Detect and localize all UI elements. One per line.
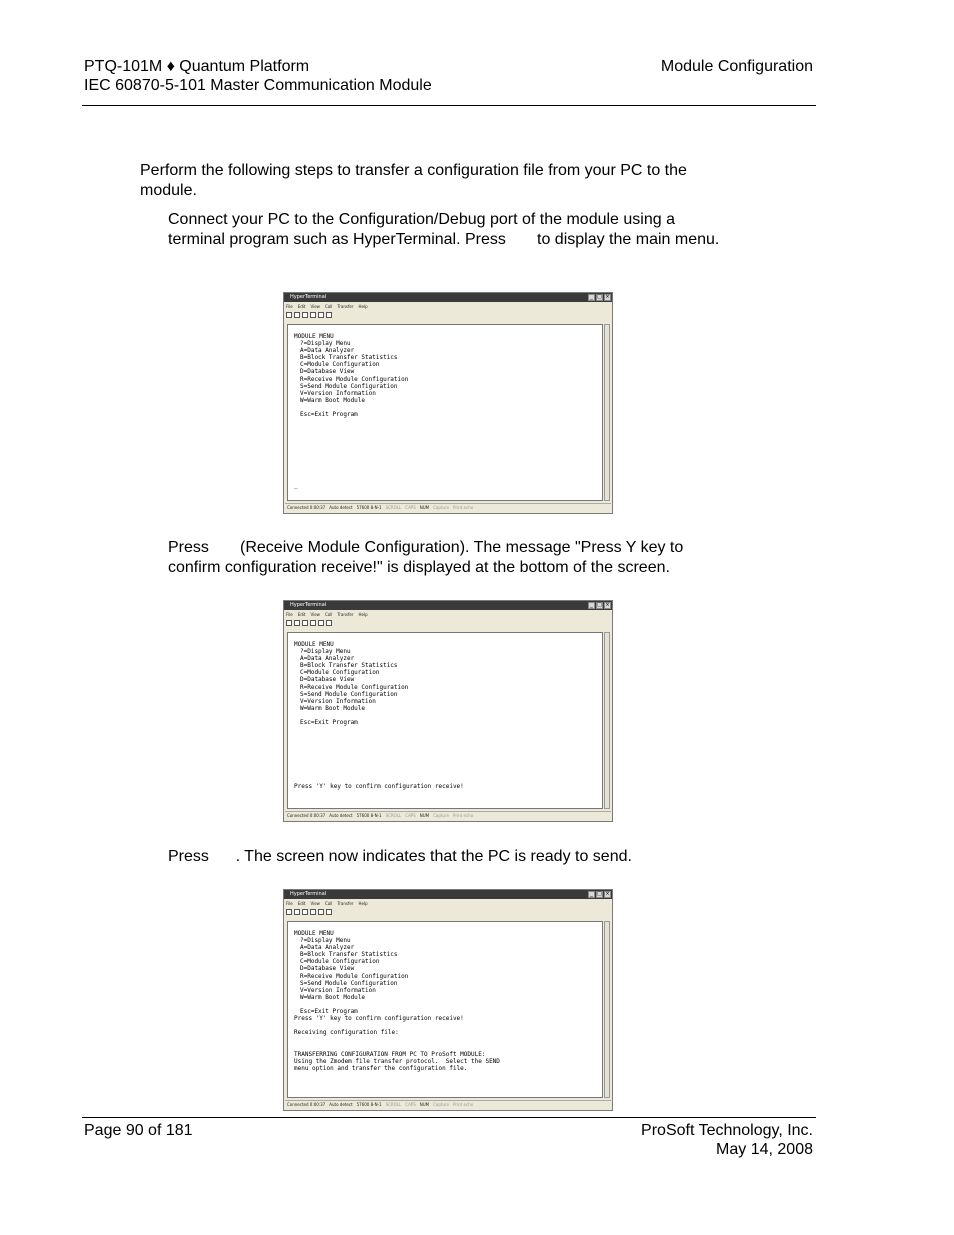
- close-icon: ×: [605, 891, 610, 897]
- status-capture: Capture: [433, 813, 450, 818]
- terminal-screenshot-2: [283, 600, 613, 822]
- status-connected: Connected 0:00:37: [287, 505, 326, 510]
- terminal-line: V=Version Information: [300, 986, 376, 994]
- intro-text: Perform the following steps to transfer a configuration file from your PC to the module.: [140, 162, 687, 199]
- terminal-exit-line: Esc=Exit Program: [300, 1008, 358, 1016]
- menu-help: Help: [358, 304, 368, 309]
- properties-icon: [326, 312, 332, 318]
- terminal-line: D=Database View: [300, 676, 355, 684]
- terminal-area: [287, 921, 603, 1098]
- close-icon: ×: [605, 294, 610, 300]
- step-1-text: Connect your PC to the Configuration/Debug port of the module using a terminal program such as HyperTerminal. Press to display the main menu.: [168, 211, 720, 248]
- window-titlebar: [284, 293, 612, 302]
- open-icon: [294, 620, 300, 626]
- window-titlebar: [284, 890, 612, 899]
- menu-transfer: Transfer: [337, 304, 354, 309]
- terminal-line: C=Module Configuration: [300, 958, 380, 966]
- terminal-line: C=Module Configuration: [300, 669, 380, 677]
- terminal-menu-title: MODULE MENU: [294, 333, 334, 340]
- minimize-icon: _: [588, 294, 595, 301]
- window-menubar: [286, 303, 368, 310]
- header-rule: [82, 105, 816, 106]
- status-port: 57600 8-N-1: [356, 813, 382, 818]
- scrollbar[interactable]: [604, 632, 610, 809]
- terminal-line: S=Send Module Configuration: [300, 979, 398, 987]
- header-module: IEC 60870-5-101 Master Communication Module: [84, 77, 432, 94]
- terminal-line: D=Database View: [300, 368, 355, 376]
- open-icon: [294, 312, 300, 318]
- status-capture: Capture: [433, 1102, 450, 1107]
- menu-view: View: [310, 304, 320, 309]
- new-icon: [286, 909, 292, 915]
- menu-transfer: Transfer: [337, 612, 354, 617]
- status-connected: Connected 0:00:37: [287, 813, 326, 818]
- window-menubar: [286, 900, 368, 907]
- header-product: PTQ-101M ♦ Quantum Platform: [84, 58, 310, 75]
- step-2-text: Press (Receive Module Configuration). The message "Press Y key to confirm configuration receive!" is displayed at the bottom of the screen.: [168, 539, 688, 576]
- menu-transfer: Transfer: [337, 901, 354, 906]
- status-detect: Auto detect: [329, 1102, 353, 1107]
- window-statusbar: [285, 811, 611, 820]
- menu-help: Help: [358, 612, 368, 617]
- menu-help: Help: [358, 901, 368, 906]
- disconnect-icon: [310, 620, 316, 626]
- terminal-line: ?=Display Menu: [300, 937, 351, 945]
- new-icon: [286, 620, 292, 626]
- status-num: NUM: [419, 505, 430, 510]
- terminal-line: D=Database View: [300, 965, 355, 973]
- send-icon: [318, 909, 324, 915]
- window-title: HyperTerminal: [290, 602, 327, 608]
- new-icon: [286, 312, 292, 318]
- menu-edit: Edit: [297, 901, 306, 906]
- menu-file: File: [286, 901, 293, 906]
- status-print-echo: Print echo: [453, 505, 474, 510]
- phone-icon: [302, 620, 308, 626]
- page-number: Page 90 of 181: [84, 1122, 193, 1139]
- window-title: HyperTerminal: [290, 891, 327, 897]
- terminal-area: [287, 632, 603, 809]
- status-scroll: SCROLL: [385, 505, 402, 510]
- terminal-menu-title: MODULE MENU: [294, 930, 334, 937]
- close-icon: ×: [605, 602, 610, 608]
- menu-file: File: [286, 612, 293, 617]
- window-toolbar: [286, 619, 332, 627]
- terminal-transfer-line: menu option and transfer the configuration file.: [294, 1064, 468, 1072]
- properties-icon: [326, 909, 332, 915]
- send-icon: [318, 312, 324, 318]
- status-scroll: SCROLL: [385, 813, 402, 818]
- terminal-line: A=Data Analyzer: [300, 347, 355, 355]
- terminal-line: A=Data Analyzer: [300, 944, 355, 952]
- status-port: 57600 8-N-1: [356, 1102, 382, 1107]
- terminal-line: A=Data Analyzer: [300, 655, 355, 663]
- status-caps: CAPS: [405, 813, 416, 818]
- window-title: HyperTerminal: [290, 294, 327, 300]
- menu-call: Call: [324, 304, 333, 309]
- menu-edit: Edit: [297, 304, 306, 309]
- properties-icon: [326, 620, 332, 626]
- open-icon: [294, 909, 300, 915]
- status-detect: Auto detect: [329, 505, 353, 510]
- terminal-line: V=Version Information: [300, 697, 376, 705]
- terminal-line: R=Receive Module Configuration: [300, 972, 409, 980]
- menu-view: View: [310, 901, 320, 906]
- terminal-menu-title: MODULE MENU: [294, 641, 334, 648]
- maximize-icon: □: [597, 891, 602, 897]
- footer-rule: [82, 1117, 816, 1118]
- window-statusbar: [285, 1100, 611, 1109]
- menu-call: Call: [324, 901, 333, 906]
- terminal-screenshot-3: [283, 889, 613, 1111]
- status-scroll: SCROLL: [385, 1102, 402, 1107]
- terminal-line: S=Send Module Configuration: [300, 690, 398, 698]
- terminal-line: W=Warm Boot Module: [300, 993, 366, 1001]
- terminal-confirm-prompt: Press 'Y' key to confirm configuration receive!: [294, 1015, 464, 1023]
- send-icon: [318, 620, 324, 626]
- terminal-line: V=Version Information: [300, 389, 376, 397]
- terminal-receiving: Receiving configuration file:: [294, 1029, 399, 1037]
- status-num: NUM: [419, 1102, 430, 1107]
- terminal-screenshot-1: [283, 292, 613, 514]
- status-num: NUM: [419, 813, 430, 818]
- header-section: Module Configuration: [660, 58, 813, 75]
- terminal-transfer-line: TRANSFERRING CONFIGURATION FROM PC TO ProSoft MODULE:: [294, 1050, 486, 1058]
- terminal-line: B=Block Transfer Statistics: [300, 662, 398, 670]
- terminal-exit-line: Esc=Exit Program: [300, 719, 358, 727]
- status-detect: Auto detect: [329, 813, 353, 818]
- footer-company: ProSoft Technology, Inc.: [641, 1122, 813, 1139]
- terminal-line: ?=Display Menu: [300, 340, 351, 348]
- minimize-icon: _: [588, 602, 595, 609]
- phone-icon: [302, 909, 308, 915]
- status-capture: Capture: [433, 505, 450, 510]
- menu-file: File: [286, 304, 293, 309]
- status-connected: Connected 0:00:37: [287, 1102, 326, 1107]
- disconnect-icon: [310, 909, 316, 915]
- status-caps: CAPS: [405, 1102, 416, 1107]
- menu-call: Call: [324, 612, 333, 617]
- maximize-icon: □: [597, 294, 602, 300]
- phone-icon: [302, 312, 308, 318]
- terminal-line: R=Receive Module Configuration: [300, 375, 409, 383]
- minimize-icon: _: [588, 891, 595, 898]
- status-print-echo: Print echo: [453, 1102, 474, 1107]
- terminal-line: W=Warm Boot Module: [300, 704, 366, 712]
- terminal-line: B=Block Transfer Statistics: [300, 951, 398, 959]
- terminal-cursor: _: [294, 482, 298, 490]
- terminal-line: ?=Display Menu: [300, 648, 351, 656]
- status-print-echo: Print echo: [453, 813, 474, 818]
- status-caps: CAPS: [405, 505, 416, 510]
- maximize-icon: □: [597, 602, 602, 608]
- terminal-line: W=Warm Boot Module: [300, 396, 366, 404]
- status-port: 57600 8-N-1: [356, 505, 382, 510]
- terminal-line: S=Send Module Configuration: [300, 382, 398, 390]
- window-menubar: [286, 611, 368, 618]
- terminal-confirm-prompt: Press 'Y' key to confirm configuration receive!: [294, 783, 464, 791]
- terminal-area: [287, 324, 603, 501]
- window-toolbar: [286, 311, 332, 319]
- terminal-exit-line: Esc=Exit Program: [300, 411, 358, 419]
- step-3-text: Press . The screen now indicates that the PC is ready to send.: [168, 848, 632, 865]
- menu-edit: Edit: [297, 612, 306, 617]
- terminal-transfer-line: Using the Zmodem file transfer protocol. Select the SEND: [294, 1057, 500, 1065]
- scrollbar[interactable]: [604, 921, 610, 1098]
- scrollbar[interactable]: [604, 324, 610, 501]
- menu-view: View: [310, 612, 320, 617]
- terminal-line: B=Block Transfer Statistics: [300, 354, 398, 362]
- terminal-line: C=Module Configuration: [300, 361, 380, 369]
- window-titlebar: [284, 601, 612, 610]
- footer-date: May 14, 2008: [716, 1141, 813, 1158]
- disconnect-icon: [310, 312, 316, 318]
- window-toolbar: [286, 908, 332, 916]
- terminal-line: R=Receive Module Configuration: [300, 683, 409, 691]
- window-statusbar: [285, 503, 611, 512]
